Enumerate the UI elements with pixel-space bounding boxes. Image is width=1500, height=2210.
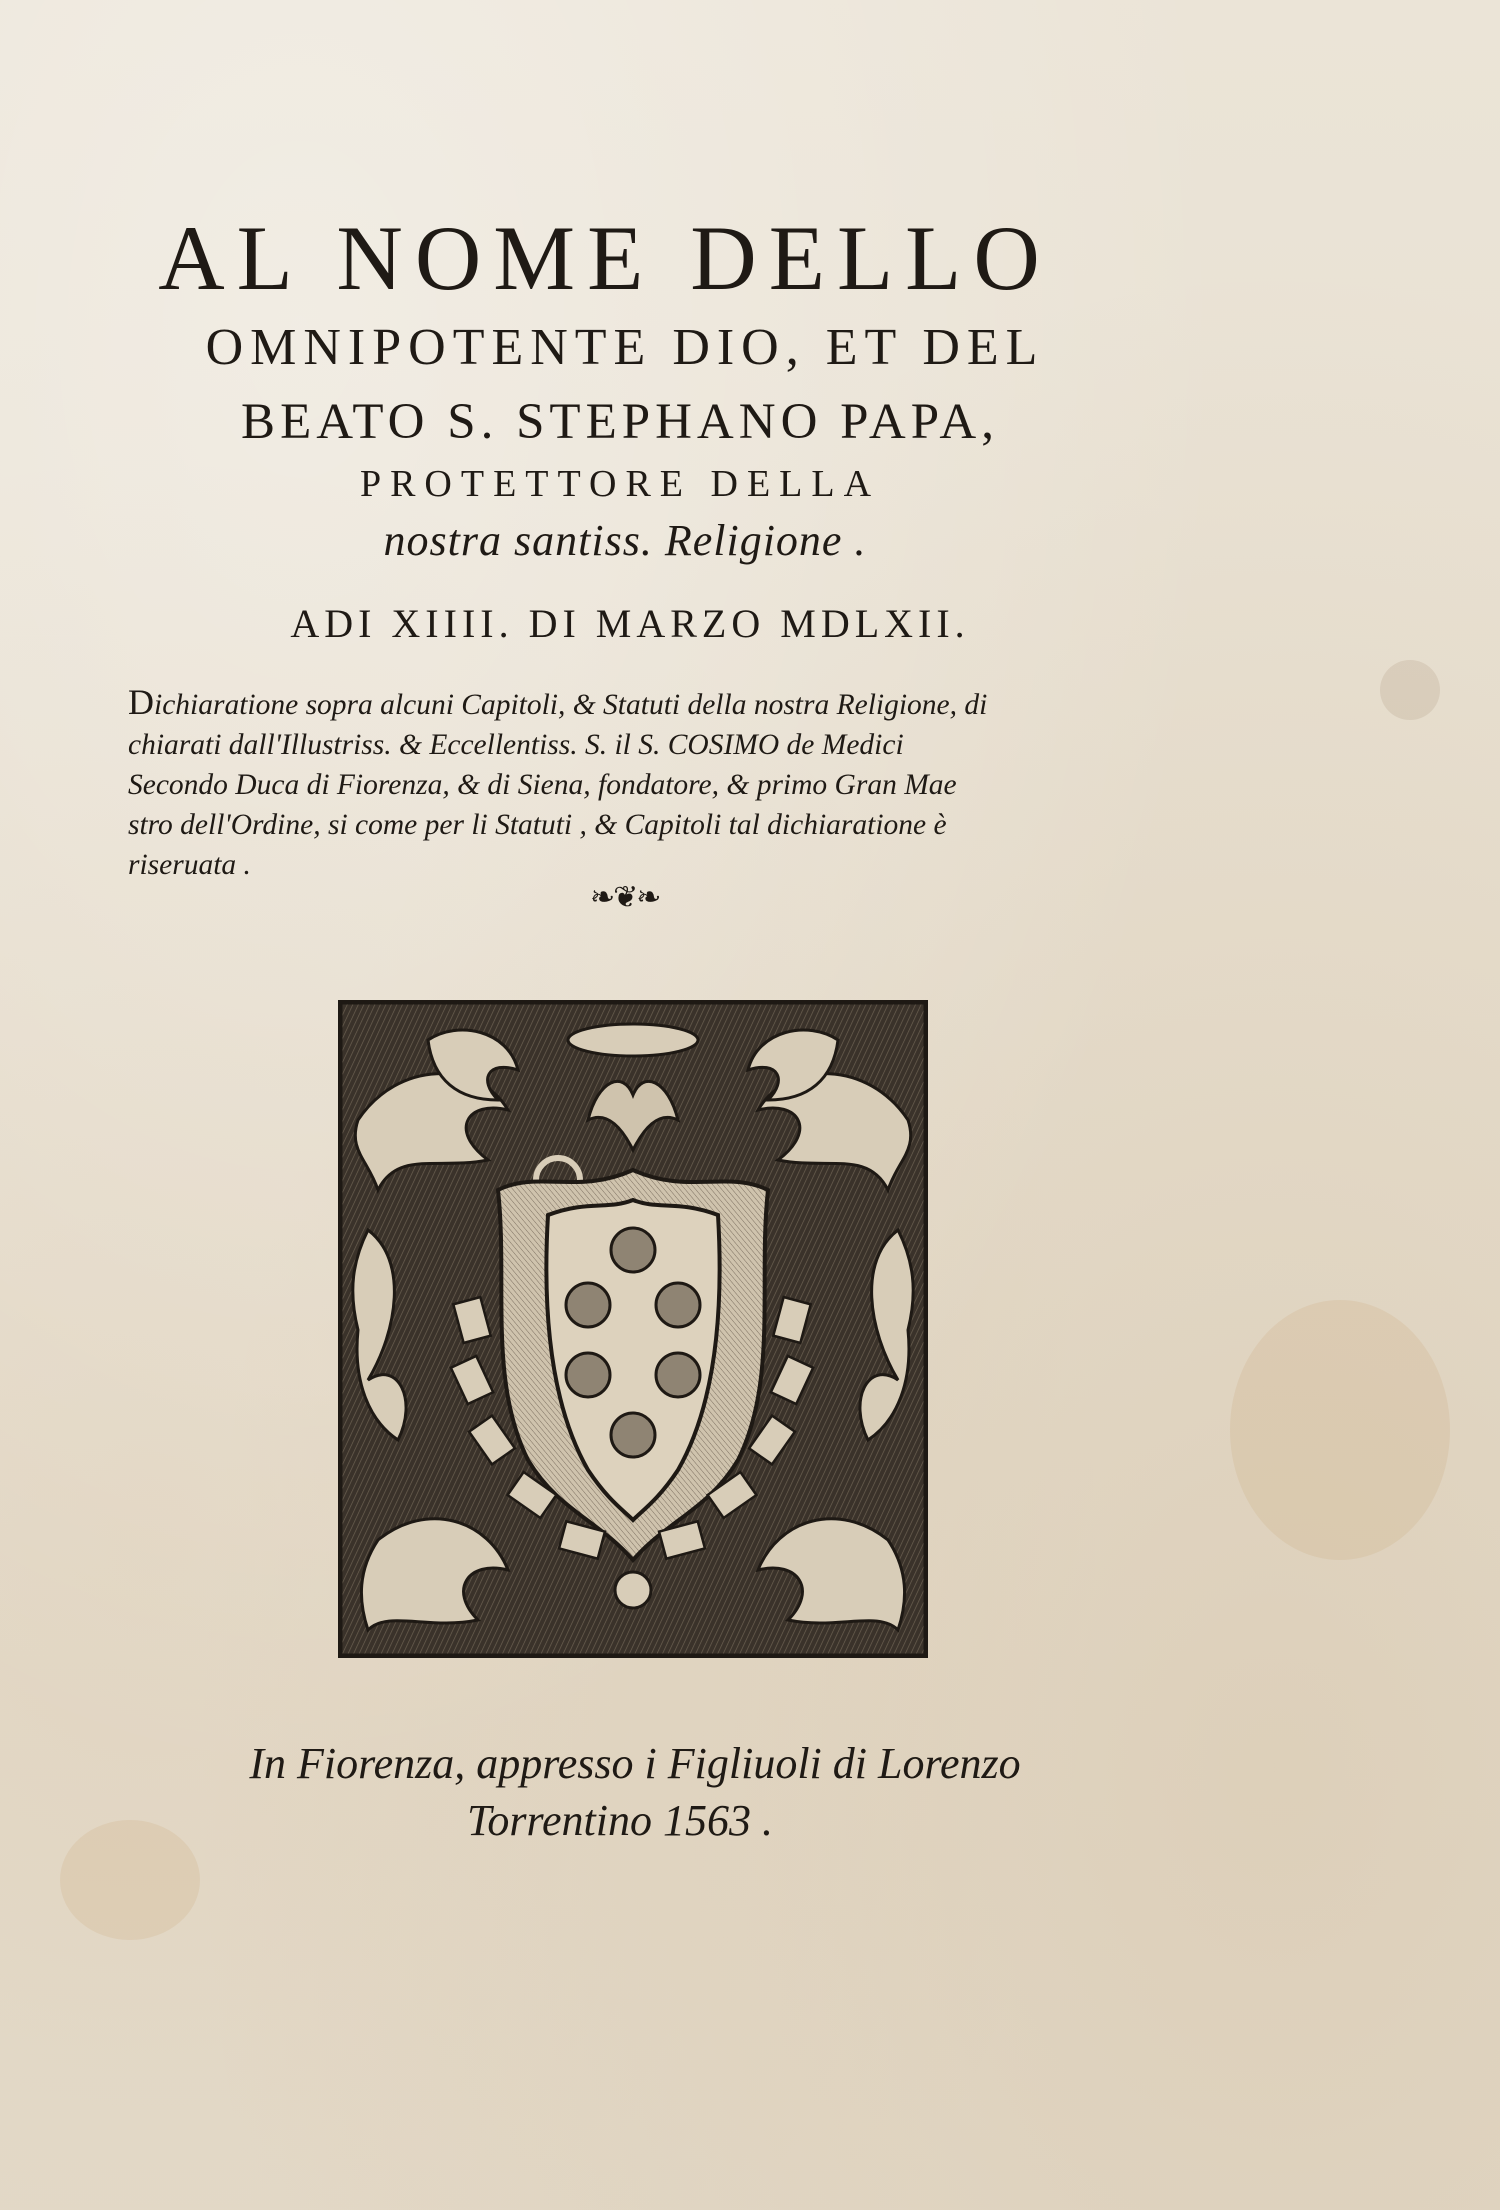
title-line-4: PROTETTORE DELLA: [359, 463, 881, 505]
medici-coat-of-arms-woodcut: [338, 1000, 928, 1658]
date-line: ADI XIIII. DI MARZO MDLXII.: [290, 601, 970, 646]
declaration-line-4: stro dell'Ordine, si come per li Statuti , & Capitoli tal dichiaratione è: [128, 809, 947, 841]
declaration-line-1: ichiaratione sopra alcuni Capitoli, & Statuti della nostra Religione, di: [154, 689, 988, 721]
declaration-paragraph: [128, 682, 1128, 885]
title-line-2: OMNIPOTENTE DIO, ET DEL: [205, 319, 1045, 376]
title-line-3: BEATO S. STEPHANO PAPA,: [241, 394, 999, 450]
declaration-line-2: chiarati dall'Illustriss. & Eccellentiss. S. il S. COSIMO de Medici: [128, 729, 904, 761]
paper-stain: [1380, 660, 1440, 720]
drop-initial: D: [128, 682, 154, 722]
imprint-line-2: Torrentino 1563 .: [466, 1796, 774, 1845]
title-line-1: AL NOME DELLO: [158, 207, 1052, 309]
declaration-line-3: Secondo Duca di Fiorenza, & di Siena, fondatore, & primo Gran Mae: [128, 769, 957, 801]
title-line-5: nostra santiss. Religione .: [383, 516, 867, 565]
imprint-line-1: In Fiorenza, appresso i Figliuoli di Lorenzo: [249, 1739, 1021, 1788]
declaration-line-5: riseruata .: [128, 849, 251, 881]
fleuron-ornament: ❧❦❧: [590, 881, 660, 914]
paper-stain: [1230, 1300, 1450, 1560]
